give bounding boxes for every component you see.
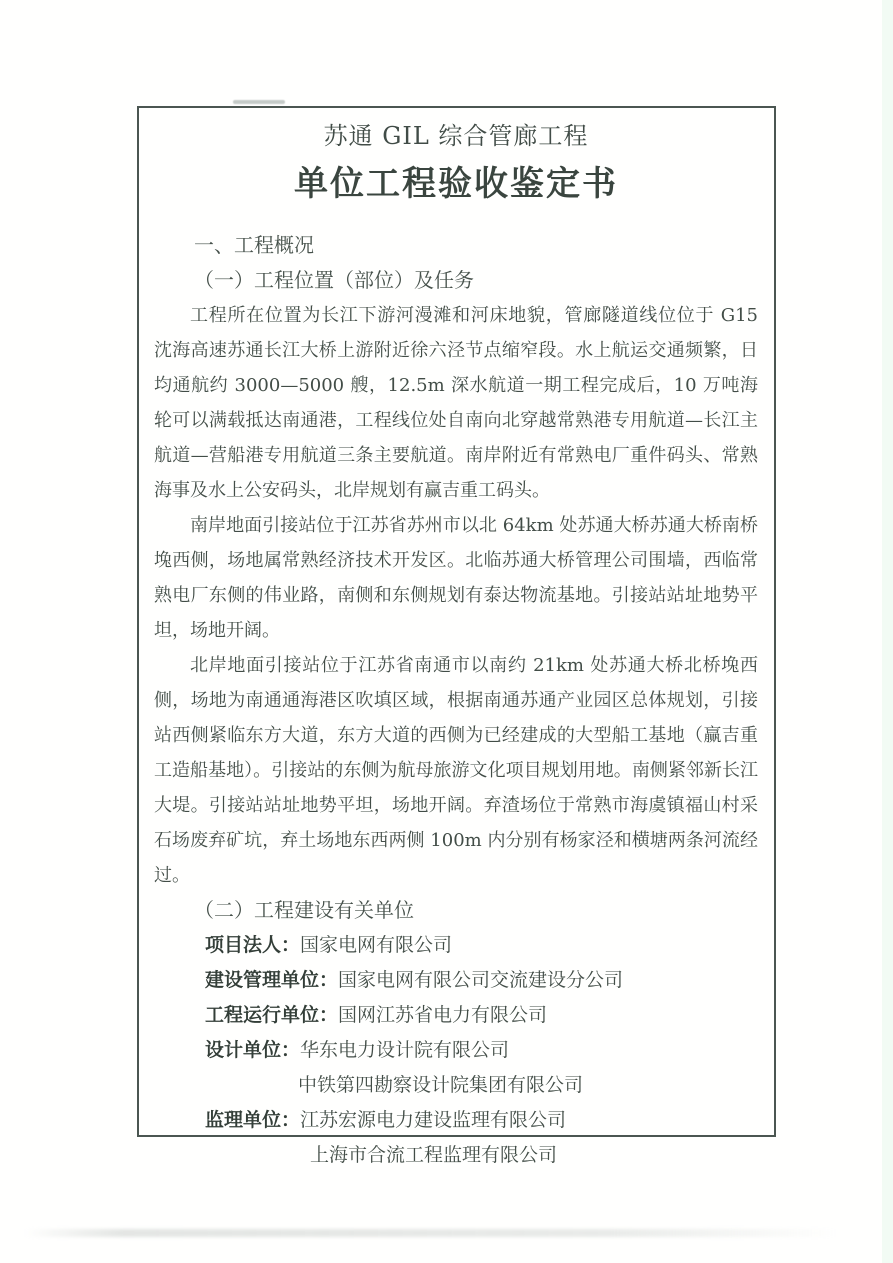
subsection-heading-location: （一）工程位置（部位）及任务: [194, 268, 474, 292]
project-title: 苏通 GIL 综合管廊工程: [323, 122, 589, 150]
unit-value-legal-person: 国家电网有限公司: [300, 934, 453, 956]
unit-row-legal-person: [154, 928, 758, 963]
unit-label-supervision: 监理单位：: [205, 1109, 301, 1131]
unit-label-operation: 工程运行单位：: [205, 1004, 339, 1026]
unit-value-supervision-1: 江苏宏源电力建设监理有限公司: [300, 1109, 567, 1131]
paragraph-north-bank-station: 北岸地面引接站位于江苏省南通市以南约 21km 处苏通大桥北桥堍西侧，场地为南通通海港区吹填区域，根据南通苏通产业园区总体规划，引接站西侧紧临东方大道，东方大道的西侧为已经建成的大型船工基地（赢吉重工造船基地）。引接站的东侧为航母旅游文化项目规划用地。南侧紧邻新长江大堤。引接站站址地势平坦，场地开阔。弃渣场位于常熟市海虞镇福山村采石场废弃矿坑，弃土场地东西两侧 100m 内分别有杨家泾和横塘两条河流经过。: [154, 655, 758, 886]
subsection-heading-units: （二）工程建设有关单位: [194, 898, 414, 922]
paragraph-project-location: 工程所在位置为长江下游河漫滩和河床地貌，管廊隧道线位位于 G15 沈海高速苏通长江大桥上游附近徐六泾节点缩窄段。水上航运交通频繁，日均通航约 3000—5000 艘，12.5m 深水航道一期工程完成后，10 万吨海轮可以满载抵达南通港，工程线位处自南向北穿越常熟港专用航道—长江主航道—营船港专用航道三条主要航道。南岸附近有常熟电厂重件码头、常熟海事及水上公安码头，北岸规划有赢吉重工码头。: [154, 305, 758, 501]
unit-row-supervision: [154, 1103, 758, 1138]
unit-value-design-1: 华东电力设计院有限公司: [300, 1039, 510, 1061]
paragraph-south-bank-station: 南岸地面引接站位于江苏省苏州市以北 64km 处苏通大桥苏通大桥南桥堍西侧，场地属常熟经济技术开发区。北临苏通大桥管理公司围墙，西临常熟电厂东侧的伟业路，南侧和东侧规划有泰达物流基地。引接站站址地势平坦，场地开阔。: [154, 515, 758, 641]
unit-value-construction-management: 国家电网有限公司交流建设分公司: [338, 969, 624, 991]
document-title: 单位工程验收鉴定书: [294, 164, 618, 204]
section-heading-overview: 一、工程概况: [194, 233, 314, 257]
unit-label-design: 设计单位：: [205, 1039, 301, 1061]
scan-edge-band: [882, 0, 893, 1263]
unit-value-design-2: 中铁第四勘察设计院集团有限公司: [298, 1074, 584, 1096]
unit-value-supervision-2: 上海市合流工程监理有限公司: [310, 1144, 558, 1166]
document-frame: [137, 106, 776, 1166]
unit-row-construction-management: [154, 963, 758, 998]
scan-smudge-artifact: [233, 100, 285, 104]
unit-row-operation: [154, 998, 758, 1033]
unit-label-construction-management: 建设管理单位：: [205, 969, 339, 991]
unit-row-design: [154, 1033, 758, 1068]
scan-bottom-streak: [25, 1229, 837, 1237]
unit-label-legal-person: 项目法人：: [205, 934, 301, 956]
unit-value-operation: 国网江苏省电力有限公司: [338, 1004, 548, 1026]
